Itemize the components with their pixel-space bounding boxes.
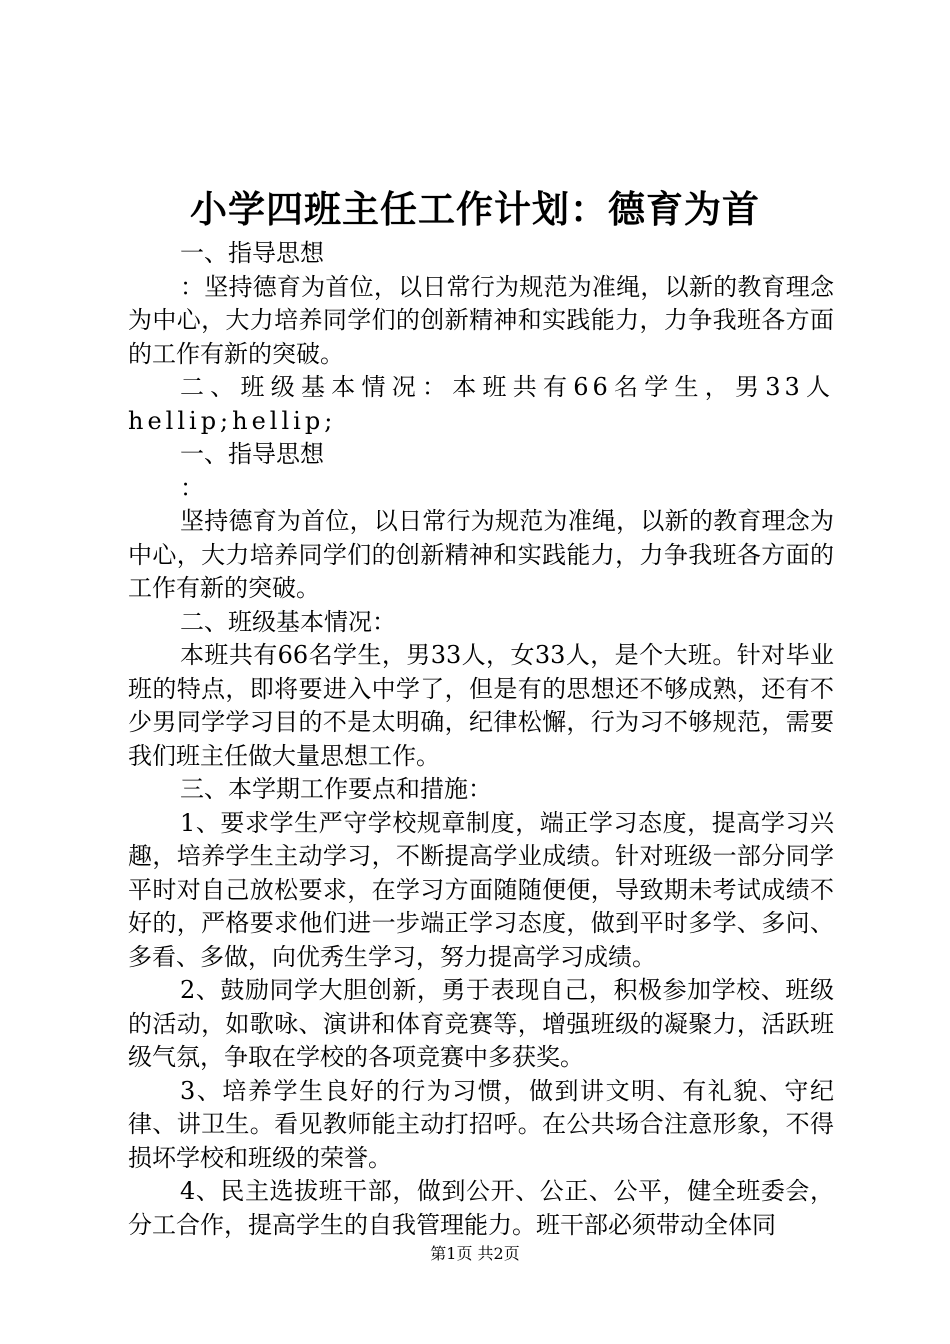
section-heading-work-points: 三、本学期工作要点和措施： [180, 775, 492, 803]
document-body [128, 237, 834, 1242]
page-footer: 第1页 共2页 [430, 1244, 520, 1263]
list-item-2: 2、鼓励同学大胆创新，勇于表现自己，积极参加学校、班级的活动，如歌咏、演讲和体育竞赛等，增强班级的凝聚力，活跃班级气氛，争取在学校的各项竞赛中多获奖。 [128, 976, 834, 1071]
section-heading-guiding-ideology: 一、指导思想 [180, 239, 324, 267]
section-heading-guiding-ideology-repeat: 一、指导思想 [180, 440, 324, 468]
paragraph-guiding-ideology: 坚持德育为首位，以日常行为规范为准绳，以新的教育理念为中心，大力培养同学们的创新精神和实践能力，力争我班各方面的工作有新的突破。 [128, 507, 834, 602]
list-item-4: 4、民主选拔班干部，做到公开、公正、公平，健全班委会，分工合作，提高学生的自我管理能力。班干部必须带动全体同 [128, 1177, 834, 1239]
list-item-1: 1、要求学生严守学校规章制度，端正学习态度，提高学习兴趣，培养学生主动学习，不断提高学业成绩。针对班级一部分同学平时对自己放松要求，在学习方面随随便便，导致期未考试成绩不好的，严格要求他们进一步端正学习态度，做到平时多学、多问、多看、多做，向优秀生学习，努力提高学习成绩。 [128, 808, 834, 971]
section-heading-class-situation: 二、班级基本情况： [180, 607, 396, 636]
paragraph-class-situation: 本班共有66名学生，男33人，女33人，是个大班。针对毕业班的特点，即将要进入中学了，但是有的思想还不够成熟，还有不少男同学学习目的不是太明确，纪律松懈，行为习不够规范，需要我们班主任做大量思想工作。 [128, 641, 834, 770]
paragraph-colon: ： [180, 473, 204, 502]
list-item-3: 3、培养学生良好的行为习惯，做到讲文明、有礼貌、守纪律、讲卫生。看见教师能主动打招呼。在公共场合注意形象，不得损坏学校和班级的荣誉。 [128, 1076, 834, 1172]
document-title: 小学四班主任工作计划：德育为首 [190, 187, 760, 231]
paragraph-guiding-ideology-summary: ：坚持德育为首位，以日常行为规范为准绳，以新的教育理念为中心，大力培养同学们的创新精神和实践能力，力争我班各方面的工作有新的突破。 [128, 272, 834, 368]
paragraph-class-situation-summary: 二、班级基本情况：本班共有66名学生，男33人hellip;hellip; [128, 373, 834, 435]
